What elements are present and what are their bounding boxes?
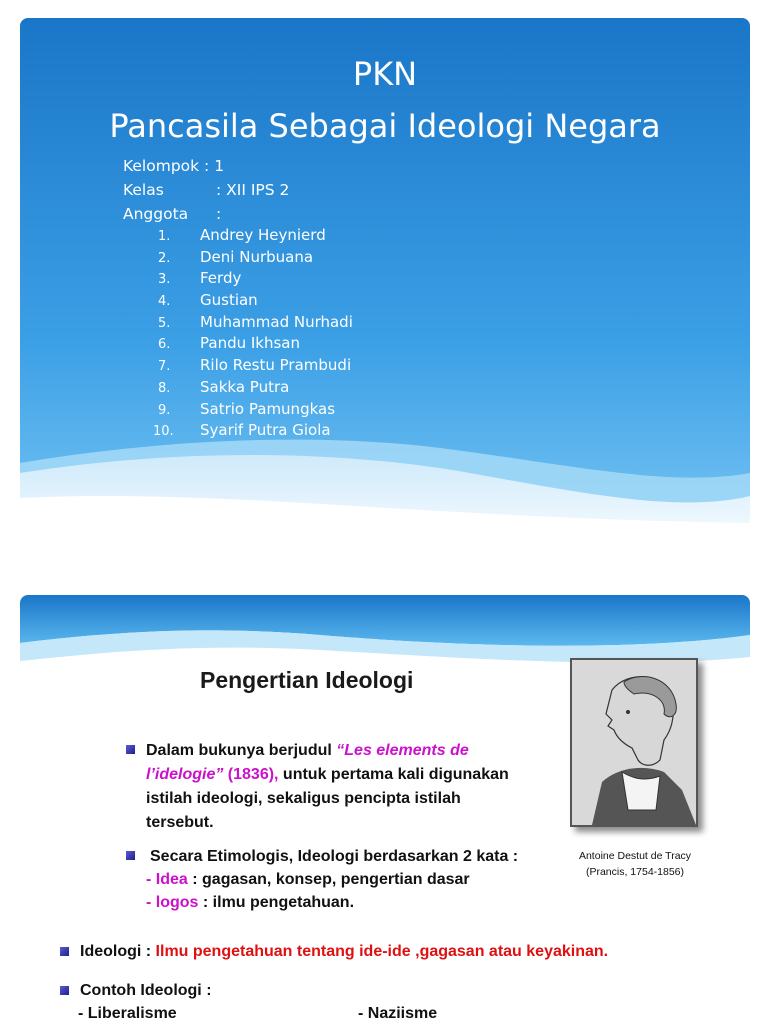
- anggota-value: :: [216, 205, 222, 223]
- sky-wave-background: [20, 18, 750, 562]
- list-item: 5. Muhammad Nurhadi: [158, 312, 353, 331]
- list-item: 1. Andrey Heynierd: [158, 226, 326, 244]
- term-idea: Idea: [155, 871, 188, 888]
- kelas-value: : XII IPS 2: [216, 181, 290, 199]
- contoh-ideologi-label: Contoh Ideologi :: [80, 982, 212, 999]
- list-item: 8. Sakka Putra: [158, 377, 290, 396]
- caption-name: Antoine Destut de Tracy: [578, 850, 692, 862]
- anggota-row: [123, 202, 423, 226]
- portrait-image: [570, 658, 698, 827]
- example-liberalisme: - Liberalisme: [78, 1005, 177, 1022]
- bullet-icon: [60, 986, 69, 995]
- content-slide: [20, 595, 750, 1024]
- member-list: [153, 225, 353, 442]
- bullet-icon: [60, 947, 69, 956]
- book-year: (1836),: [223, 766, 279, 783]
- anggota-label: Anggota: [123, 205, 189, 223]
- list-item: 3. Ferdy: [158, 269, 242, 288]
- list-item: 10. Syarif Putra Giola: [153, 421, 331, 440]
- ideologi-definition: Ideologi : Ilmu pengetahuan tentang ide-ide ,gagasan atau keyakinan.: [80, 943, 609, 960]
- slide-title-line2: Pancasila Sebagai Ideologi Negara: [109, 107, 661, 145]
- title-slide: [20, 18, 750, 562]
- list-item: 6. Pandu Ikhsan: [158, 334, 300, 353]
- etymology-idea: - Idea : gagasan, konsep, pengertian dasar: [146, 871, 470, 888]
- caption-detail: (Prancis, 1754-1856): [585, 866, 685, 878]
- slide-heading: Pengertian Ideologi: [200, 667, 414, 693]
- list-item: 2. Deni Nurbuana: [158, 247, 314, 266]
- kelompok-label: Kelompok : 1: [123, 157, 225, 175]
- kelas-label: Kelas: [123, 181, 164, 199]
- list-item: 9. Satrio Pamungkas: [158, 399, 336, 418]
- slide-title-line1: PKN: [352, 55, 418, 93]
- portrait-engraving: [572, 660, 696, 825]
- bullet-2-text: Secara Etimologis, Ideologi berdasarkan 2 kata :: [150, 848, 519, 865]
- list-item: 4. Gustian: [158, 291, 258, 310]
- bullet-1-text: Dalam bukunya berjudul “Les elements de l’idelogie” (1836), untuk pertama kali digunakan istilah ideologi, sekaligus pencipta istilah tersebut.: [146, 742, 509, 831]
- bullet-icon: [126, 851, 135, 860]
- bullet-icon: [126, 745, 135, 754]
- definition-text: Ilmu pengetahuan tentang ide-ide ,gagasan atau keyakinan.: [155, 943, 609, 960]
- list-item: 7. Rilo Restu Prambudi: [158, 356, 352, 375]
- etymology-logos: - logos : ilmu pengetahuan.: [146, 894, 355, 911]
- kelas-row: [123, 178, 423, 202]
- term-logos: logos: [155, 894, 199, 911]
- book-title: “Les elements de l’idelogie”: [146, 742, 469, 783]
- example-naziisme: - Naziisme: [358, 1005, 438, 1022]
- portrait-caption: [560, 848, 710, 880]
